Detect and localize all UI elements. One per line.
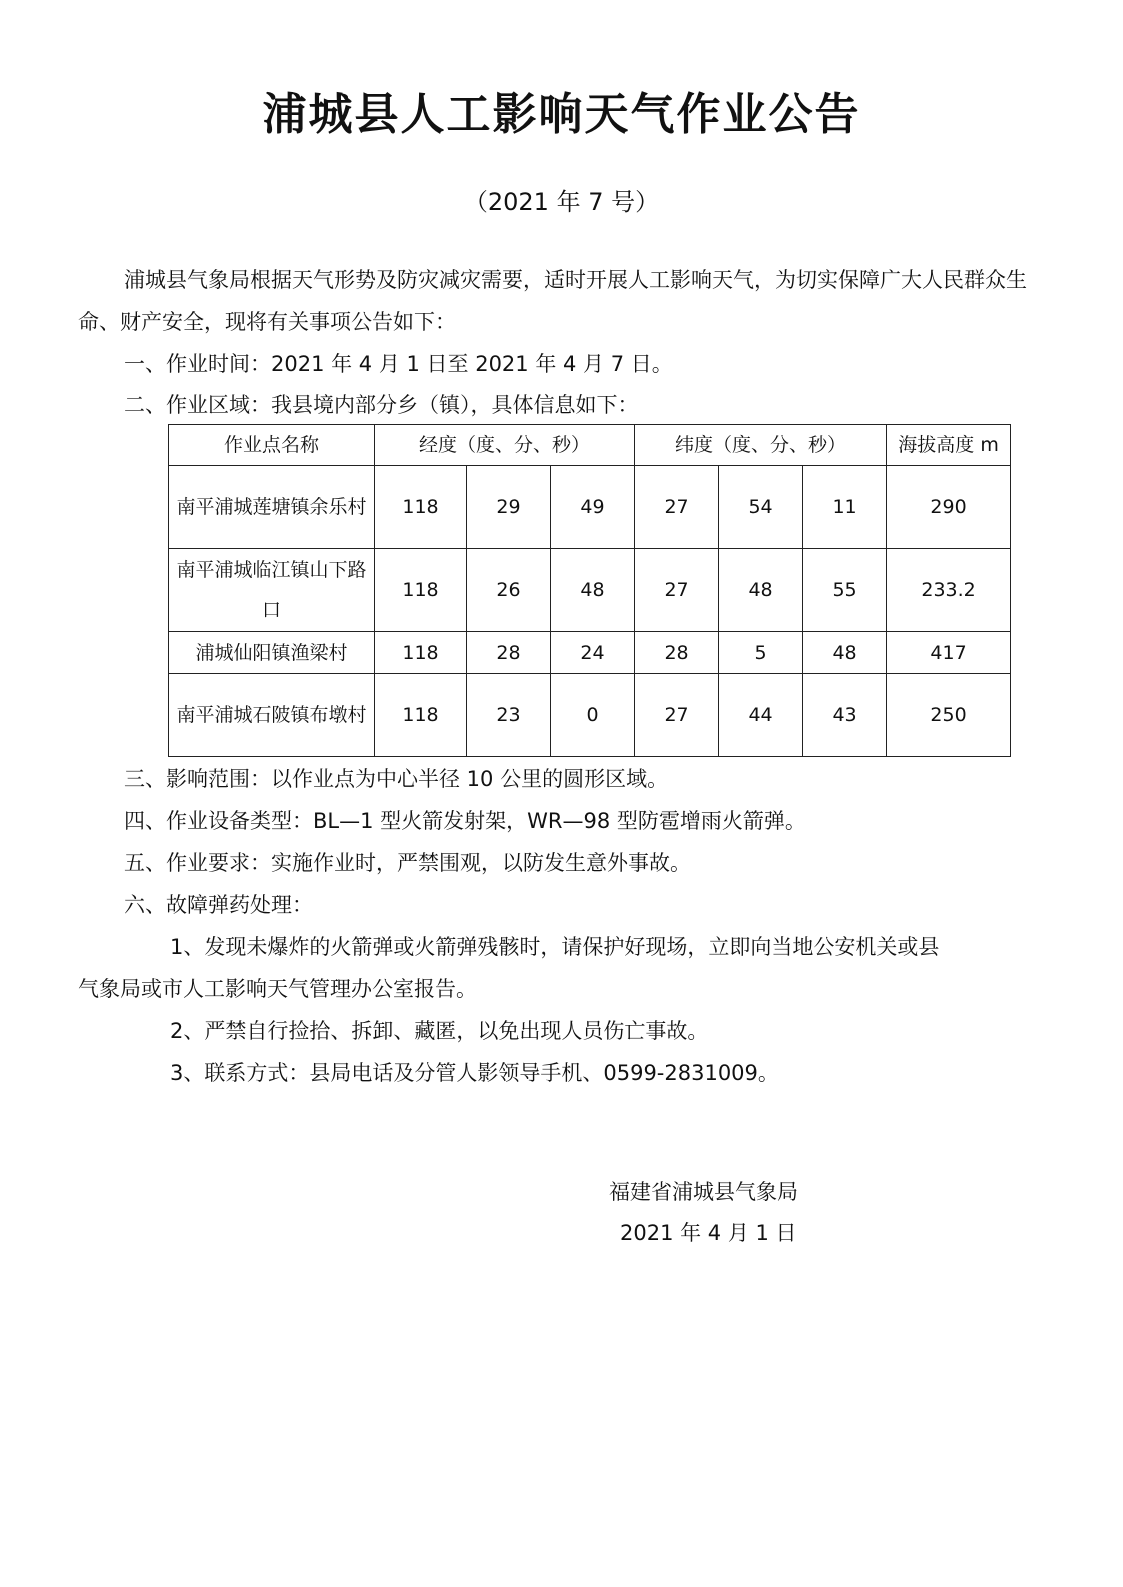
- item-equipment-type: 四、作业设备类型：BL—1 型火箭发射架，WR—98 型防雹增雨火箭弹。: [124, 809, 806, 833]
- item-operation-time: 一、作业时间：2021 年 4 月 1 日至 2021 年 4 月 7 日。: [124, 352, 673, 376]
- item-faulty-ammunition: 六、故障弹药处理：: [124, 893, 313, 917]
- site-name: 南平浦城临江镇山下路口: [169, 549, 375, 632]
- signature-organization: 福建省浦城县气象局: [609, 1180, 798, 1204]
- latitude-minute: 48: [719, 549, 803, 632]
- operation-sites-table: [168, 424, 1011, 757]
- altitude-value: 290: [887, 466, 1011, 549]
- latitude-second: 43: [803, 674, 887, 757]
- latitude-minute: 54: [719, 466, 803, 549]
- table-row: [169, 674, 1011, 757]
- table-row: [169, 632, 1011, 674]
- sub-item-1-line-1: 1、发现未爆炸的火箭弹或火箭弹残骸时，请保护好现场，立即向当地公安机关或县: [170, 935, 940, 959]
- header-latitude: 纬度（度、分、秒）: [635, 425, 887, 466]
- longitude-degree: 118: [375, 549, 467, 632]
- longitude-degree: 118: [375, 674, 467, 757]
- document-number: （2021 年 7 号）: [463, 188, 660, 216]
- site-name: 南平浦城石陂镇布墩村: [169, 674, 375, 757]
- latitude-degree: 27: [635, 466, 719, 549]
- longitude-second: 48: [551, 549, 635, 632]
- sub-item-3-contact: 3、联系方式：县局电话及分管人影领导手机、0599-2831009。: [170, 1061, 779, 1085]
- longitude-degree: 118: [375, 632, 467, 674]
- latitude-minute: 5: [719, 632, 803, 674]
- sub-item-1-line-2: 气象局或市人工影响天气管理办公室报告。: [78, 977, 477, 1001]
- latitude-second: 48: [803, 632, 887, 674]
- latitude-degree: 27: [635, 674, 719, 757]
- table-row: [169, 549, 1011, 632]
- latitude-degree: 28: [635, 632, 719, 674]
- longitude-second: 49: [551, 466, 635, 549]
- table-row: [169, 466, 1011, 549]
- header-longitude: 经度（度、分、秒）: [375, 425, 635, 466]
- site-name: 南平浦城莲塘镇余乐村: [169, 466, 375, 549]
- longitude-minute: 29: [467, 466, 551, 549]
- latitude-degree: 27: [635, 549, 719, 632]
- altitude-value: 250: [887, 674, 1011, 757]
- longitude-degree: 118: [375, 466, 467, 549]
- longitude-minute: 23: [467, 674, 551, 757]
- header-site-name: 作业点名称: [169, 425, 375, 466]
- latitude-second: 11: [803, 466, 887, 549]
- signature-date: 2021 年 4 月 1 日: [620, 1221, 797, 1245]
- header-altitude: 海拔高度 m: [887, 425, 1011, 466]
- altitude-value: 233.2: [887, 549, 1011, 632]
- longitude-minute: 26: [467, 549, 551, 632]
- longitude-minute: 28: [467, 632, 551, 674]
- item-operation-requirements: 五、作业要求：实施作业时，严禁围观，以防发生意外事故。: [124, 851, 691, 875]
- page-title: 浦城县人工影响天气作业公告: [262, 89, 861, 140]
- latitude-minute: 44: [719, 674, 803, 757]
- sub-item-2: 2、严禁自行捡拾、拆卸、藏匿，以免出现人员伤亡事故。: [170, 1019, 709, 1043]
- site-name: 浦城仙阳镇渔梁村: [169, 632, 375, 674]
- longitude-second: 24: [551, 632, 635, 674]
- intro-paragraph: 浦城县气象局根据天气形势及防灾减灾需要，适时开展人工影响天气，为切实保障广大人民群众生命、财产安全，现将有关事项公告如下：: [78, 268, 1027, 334]
- longitude-second: 0: [551, 674, 635, 757]
- altitude-value: 417: [887, 632, 1011, 674]
- item-operation-area: 二、作业区域：我县境内部分乡（镇），具体信息如下：: [124, 393, 639, 417]
- table-header-row: [169, 425, 1011, 466]
- latitude-second: 55: [803, 549, 887, 632]
- item-influence-range: 三、影响范围：以作业点为中心半径 10 公里的圆形区域。: [124, 767, 669, 791]
